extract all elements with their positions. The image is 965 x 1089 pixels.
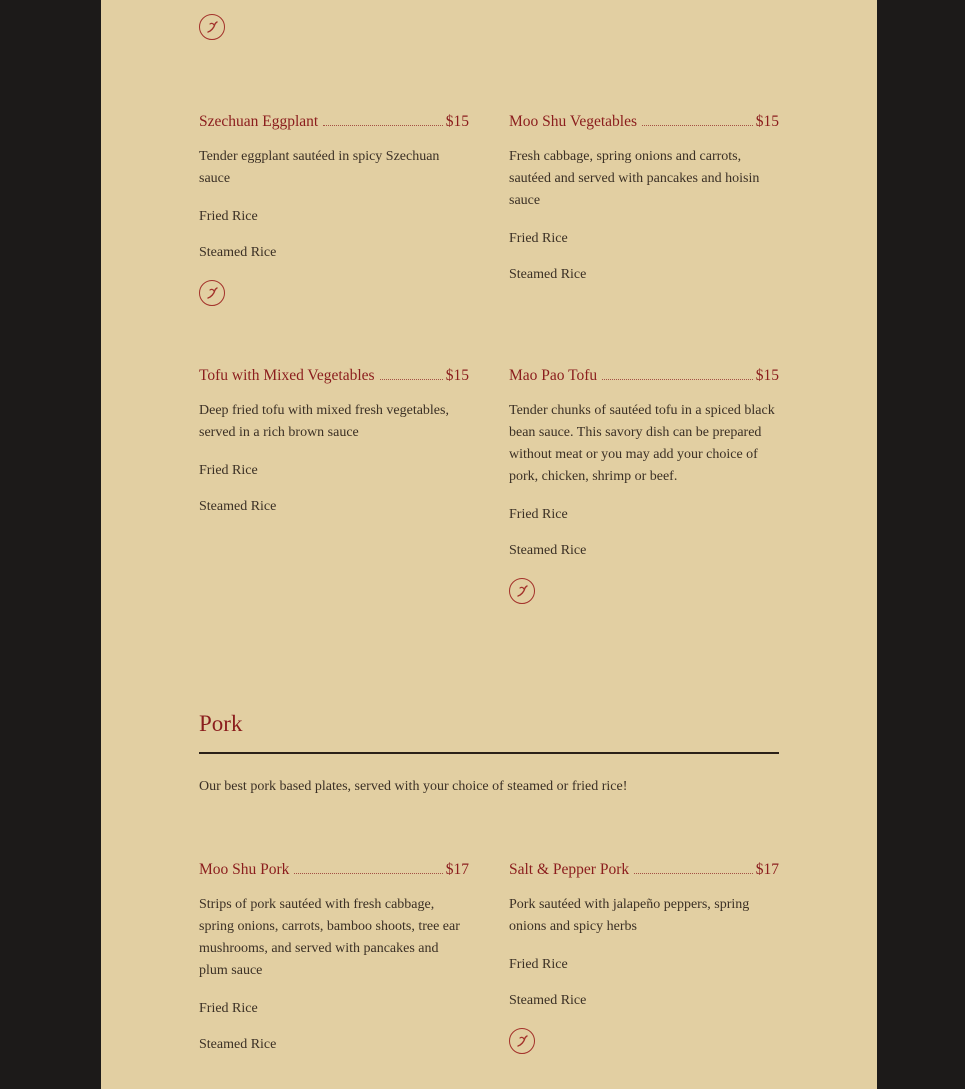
item-description: Tender eggplant sautéed in spicy Szechuan sauce	[199, 149, 440, 186]
item-name: Salt & Pepper Pork	[509, 861, 630, 878]
item-name: Mao Pao Tofu	[509, 367, 598, 384]
item-description: Strips of pork sautéed with fresh cabbage, spring onions, carrots, bamboo shoots, tree ear mushrooms, and served with pancakes and plum sauce	[199, 897, 460, 978]
leader-dots	[602, 378, 753, 380]
item-price: $17	[445, 861, 469, 878]
menu-item-salt-pepper-pork	[509, 860, 779, 1054]
item-name: Szechuan Eggplant	[199, 113, 319, 130]
pork-section	[199, 710, 779, 1054]
menu-row-pork	[199, 860, 779, 1054]
section-description: Our best pork based plates, served with your choice of steamed or fried rice!	[199, 779, 628, 794]
item-name: Moo Shu Vegetables	[509, 113, 638, 130]
chili-pepper-icon	[199, 14, 225, 40]
rice-option-fried: Fried Rice	[509, 507, 568, 522]
item-name: Moo Shu Pork	[199, 861, 290, 878]
menu-item-tofu-mixed-vegetables	[199, 366, 469, 604]
rice-option-fried: Fried Rice	[509, 957, 568, 972]
item-price: $15	[755, 367, 779, 384]
leader-dots	[323, 124, 443, 126]
item-price: $15	[755, 113, 779, 130]
rice-option-steamed: Steamed Rice	[509, 993, 587, 1008]
leader-dots	[642, 124, 753, 126]
chili-pepper-icon	[199, 280, 225, 306]
item-price: $17	[755, 861, 779, 878]
menu-content	[199, 0, 779, 1054]
leader-dots	[380, 378, 443, 380]
menu-item-partial-left	[199, 0, 469, 40]
menu-row-2	[199, 366, 779, 604]
section-title: Pork	[199, 710, 779, 754]
item-price: $15	[445, 113, 469, 130]
chili-pepper-icon	[509, 1028, 535, 1054]
rice-option-steamed: Steamed Rice	[199, 499, 277, 514]
rice-option-steamed: Steamed Rice	[509, 543, 587, 558]
leader-dots	[294, 872, 442, 874]
rice-option-fried: Fried Rice	[199, 1001, 258, 1016]
rice-option-fried: Fried Rice	[199, 463, 258, 478]
menu-row-1	[199, 112, 779, 306]
menu-item-moo-shu-vegetables	[509, 112, 779, 306]
item-description: Tender chunks of sautéed tofu in a spiced black bean sauce. This savory dish can be prepared without meat or you may add your choice of pork, chicken, shrimp or beef.	[509, 403, 775, 484]
menu-item-mao-pao-tofu	[509, 366, 779, 604]
item-price: $15	[445, 367, 469, 384]
chili-pepper-icon	[509, 578, 535, 604]
rice-option-steamed: Steamed Rice	[199, 245, 277, 260]
item-description: Deep fried tofu with mixed fresh vegetables, served in a rich brown sauce	[199, 403, 449, 440]
rice-option-steamed: Steamed Rice	[199, 1037, 277, 1052]
menu-item-partial-right	[509, 0, 779, 40]
menu-item-moo-shu-pork	[199, 860, 469, 1054]
item-name: Tofu with Mixed Vegetables	[199, 367, 375, 384]
rice-option-fried: Fried Rice	[199, 209, 258, 224]
rice-option-steamed: Steamed Rice	[509, 267, 587, 282]
menu-paper	[101, 0, 877, 1089]
leader-dots	[634, 872, 753, 874]
partial-item-row	[199, 0, 779, 40]
rice-option-fried: Fried Rice	[509, 231, 568, 246]
item-description: Pork sautéed with jalapeño peppers, spring onions and spicy herbs	[509, 897, 750, 934]
item-description: Fresh cabbage, spring onions and carrots, sautéed and served with pancakes and hoisin sauce	[509, 149, 760, 208]
menu-item-szechuan-eggplant	[199, 112, 469, 306]
